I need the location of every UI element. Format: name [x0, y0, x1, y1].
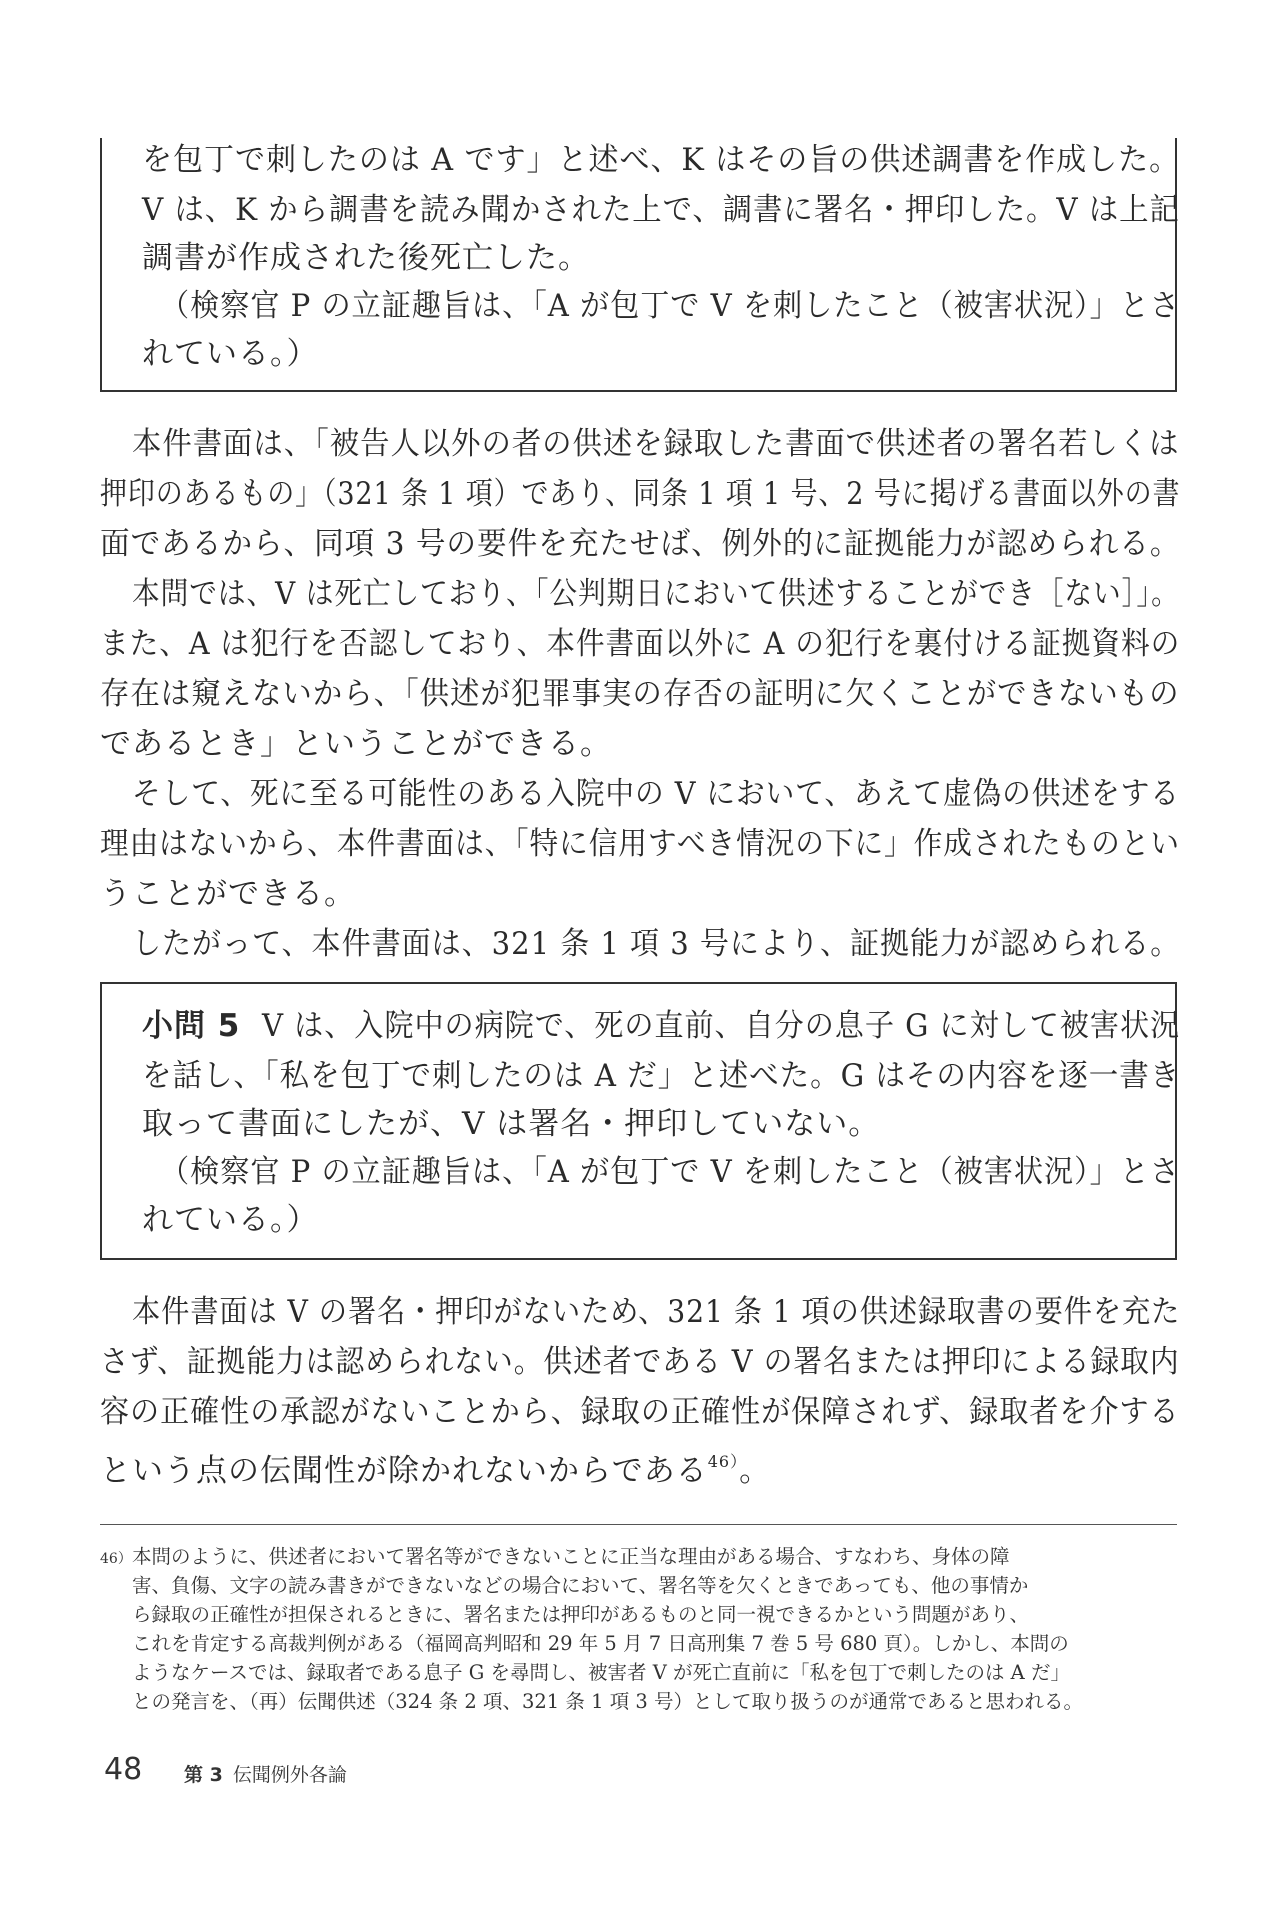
body2-text: という点の伝聞性が除かれないからである: [100, 1453, 708, 1489]
body2-line: さず、証拠能力は認められない。供述者である V の署名または押印による録取内: [100, 1344, 1180, 1380]
body2-line-last: [100, 1442, 771, 1491]
body1-line: そして、死に至る可能性のある入院中の V において、あえて虚偽の供述をする: [132, 776, 1180, 812]
footnote-line: 害、負傷、文字の読み書きができないなどの場合において、署名等を欠くときであっても、他の事情か: [132, 1574, 1029, 1597]
footnote-line: との発言を、（再）伝聞供述（324 条 2 項、321 条 1 項 3 号）として取り扱うのが通常であると思われる。: [132, 1690, 1083, 1713]
chapter-label: 第 3: [184, 1764, 223, 1786]
box2-line: れている。）: [142, 1202, 319, 1238]
body2-line: 容の正確性の承認がないことから、録取の正確性が保障されず、録取者を介する: [100, 1394, 1180, 1430]
body1-line: また、A は犯行を否認しており、本件書面以外に A の犯行を裏付ける証拠資料の: [100, 626, 1181, 662]
box2-line: 取って書面にしたが、V は署名・押印していない。: [142, 1106, 881, 1142]
box1-line: れている。）: [142, 336, 319, 372]
box1-line: を包丁で刺したのは A です」と述べ、K はその旨の供述調書を作成した。: [142, 142, 1181, 178]
footnote-divider: [100, 1524, 1177, 1525]
box1-line: （検察官 P の立証趣旨は、「A が包丁で V を刺したこと（被害状況）」とさ: [160, 288, 1180, 324]
body1-line: 本問では、V は死亡しており、「公判期日において供述することができ［ない］」。: [132, 576, 1180, 612]
page-number: 48: [104, 1752, 143, 1787]
chapter-title: 伝聞例外各論: [232, 1764, 347, 1786]
footnote-reference[interactable]: 46）: [707, 1452, 740, 1471]
body1-line: 面であるから、同項 3 号の要件を充たせば、例外的に証拠能力が認められる。: [100, 526, 1181, 562]
body1-line: うことができる。: [100, 876, 356, 912]
box2-line: を話し、「私を包丁で刺したのは A だ」と述べた。G はその内容を逐一書き: [142, 1058, 1181, 1094]
body1-line: 押印のあるもの」（321 条 1 項）であり、同条 1 項 1 号、2 号に掲げる書面以外の書: [100, 476, 1181, 512]
body1-line: 本件書面は、「被告人以外の者の供述を録取した書面で供述者の署名若しくは: [132, 426, 1180, 462]
running-header: [184, 1760, 347, 1787]
footnote-number: 46）: [100, 1551, 132, 1567]
question-heading: 小問 5: [142, 1008, 241, 1044]
body2-line: 本件書面は V の署名・押印がないため、321 条 1 項の供述録取書の要件を充た: [132, 1294, 1181, 1330]
footnote-line: これを肯定する高裁判例がある（福岡高判昭和 29 年 5 月 7 日高刑集 7 巻 5 号 680 頁）。しかし、本問の: [132, 1632, 1069, 1655]
footnote-line: ようなケースでは、録取者である息子 G を尋問し、被害者 V が死亡直前に「私を包丁で刺したのは A だ」: [132, 1661, 1070, 1684]
box1-line: 調書が作成された後死亡した。: [142, 240, 590, 276]
box2-line: （検察官 P の立証趣旨は、「A が包丁で V を刺したこと（被害状況）」とさ: [160, 1154, 1180, 1190]
body1-line: 理由はないから、本件書面は、「特に信用すべき情況の下に」作成されたものとい: [100, 826, 1180, 862]
footnote-line: 本問のように、供述者において署名等ができないことに正当な理由がある場合、すなわち、身体の障: [132, 1545, 1010, 1568]
box2-line: V は、入院中の病院で、死の直前、自分の息子 G に対して被害状況: [262, 1008, 1181, 1044]
footnote-line: ら録取の正確性が担保されるときに、署名または押印があるものと同一視できるかという問題があり、: [132, 1603, 1030, 1626]
body1-line: 存在は窺えないから、「供述が犯罪事実の存否の証明に欠くことができないもの: [100, 676, 1180, 712]
body1-line: したがって、本件書面は、321 条 1 項 3 号により、証拠能力が認められる。: [132, 926, 1181, 962]
body2-end: 。: [739, 1453, 772, 1489]
box1-line: V は、K から調書を読み聞かされた上で、調書に署名・押印した。V は上記: [142, 192, 1180, 228]
body1-line: であるとき」ということができる。: [100, 726, 612, 762]
